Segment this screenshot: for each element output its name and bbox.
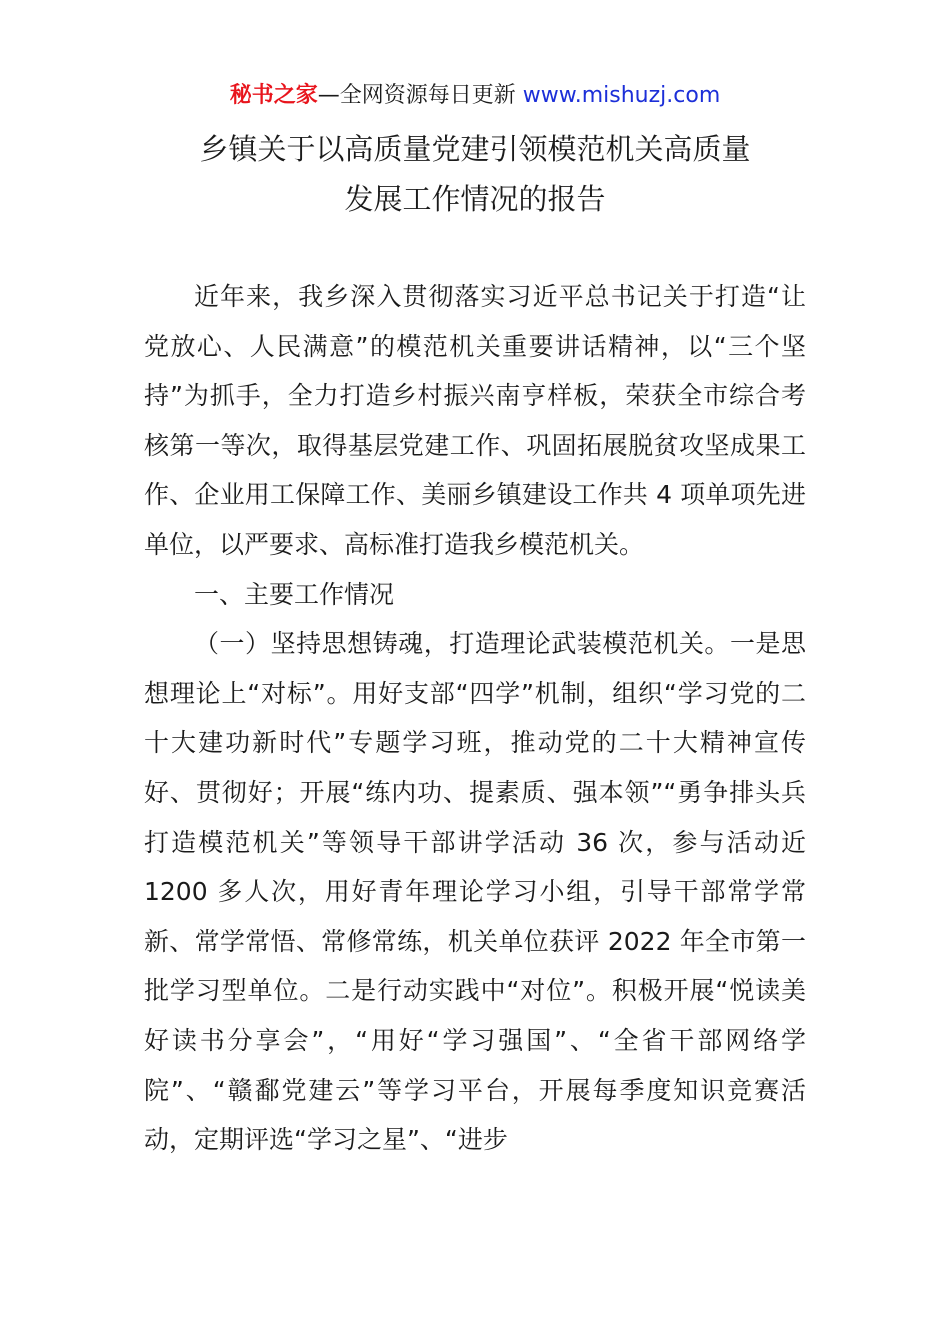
intro-paragraph: 近年来，我乡深入贯彻落实习近平总书记关于打造“让党放心、人民满意”的模范机关重要讲话精神，以“三个坚持”为抓手，全力打造乡村振兴南亨样板，荣获全市综合考核第一等次，取得基层党建工作、巩固拓展脱贫攻坚成果工作、企业用工保障工作、美丽乡镇建设工作共 4 项单项先进单位，以严要求、高标准打造我乡模范机关。 <box>144 282 806 559</box>
document-body <box>144 272 806 1165</box>
site-tagline: —全网资源每日更新 <box>317 83 523 108</box>
site-brand: 秘书之家 <box>229 83 318 108</box>
site-url-link[interactable]: www.mishuzj.com <box>522 83 721 108</box>
title-line-2: 发展工作情况的报告 <box>344 182 606 216</box>
body-paragraph: （一）坚持思想铸魂，打造理论武装模范机关。一是思想理论上“对标”。用好支部“四学”机制，组织“学习党的二十大建功新时代”专题学习班，推动党的二十大精神宣传好、贯彻好；开展“练内功、提素质、强本领”“勇争排头兵打造模范机关”等领导干部讲学活动 36 次，参与活动近 1200 多人次，用好青年理论学习小组，引导干部常学常新、常学常悟、常修常练，机关单位获评 2022 年全市第一批学习型单位。二是行动实践中“对位”。积极开展“悦读美好读书分享会”，“用好“学习强国”、“全省干部网络学院”、“赣鄱党建云”等学习平台，开展每季度知识竞赛活动，定期评选“学习之星”、“进步 <box>144 629 806 1155</box>
title-line-1: 乡镇关于以高质量党建引领模范机关高质量 <box>199 132 751 166</box>
site-banner <box>0 80 950 112</box>
section-heading: 一、主要工作情况 <box>194 579 395 609</box>
document-title <box>0 124 950 224</box>
